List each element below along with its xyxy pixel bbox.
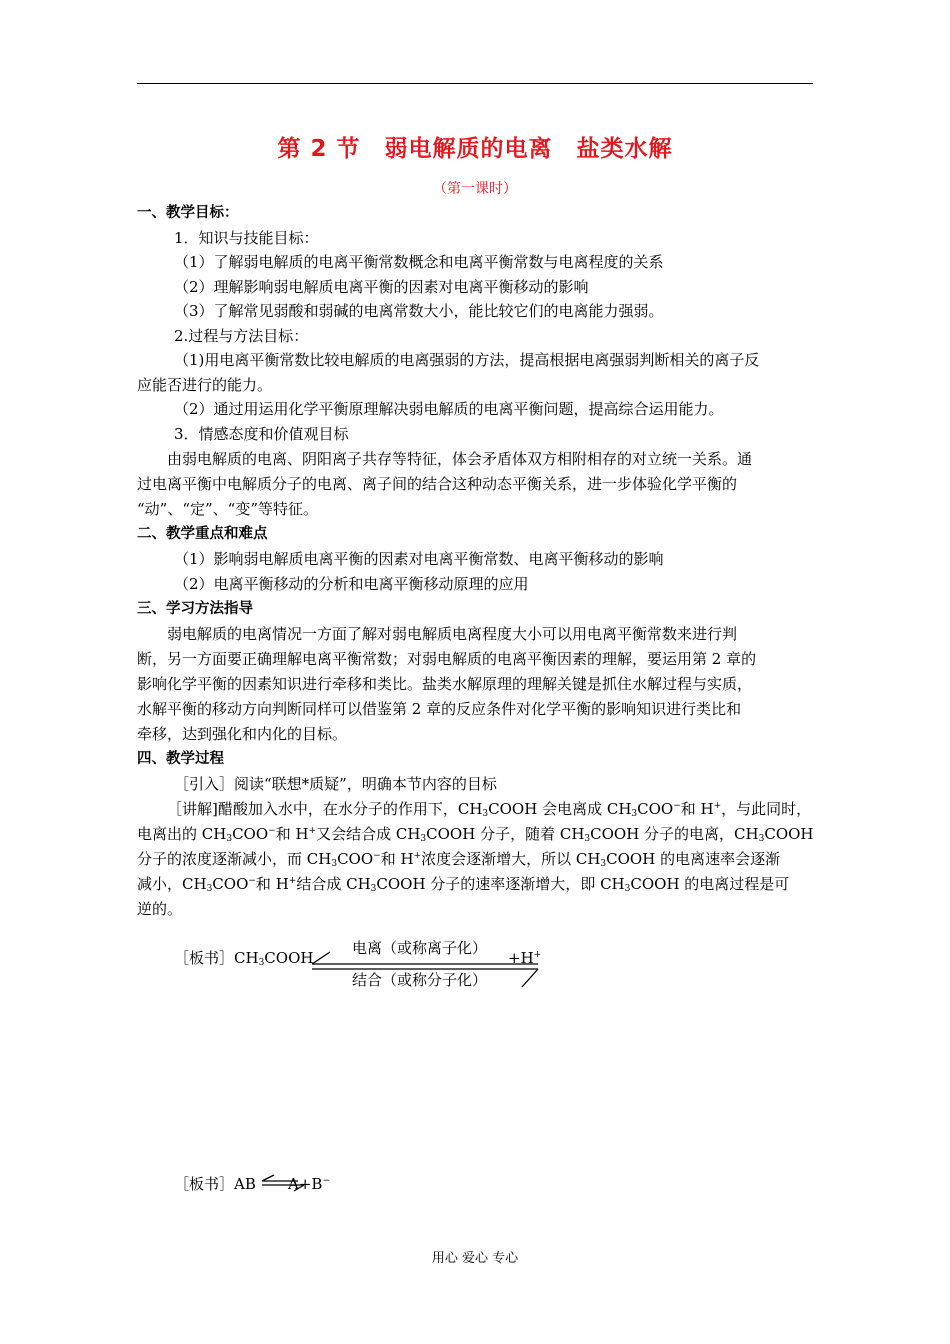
section-heading-process: 四、教学过程 [137, 751, 224, 767]
text-line: 水解平衡的移动方向判断同样可以借鉴第 2 章的反应条件对化学平衡的影响知识进行类比和 [137, 700, 742, 718]
page-subtitle: （第一课时） [433, 181, 517, 197]
text-line: （1)用电离平衡常数比较电解质的电离强弱的方法，提高根据电离强弱判断相关的离子反 [174, 351, 760, 369]
text-line: 影响化学平衡的因素知识进行牵移和类比。盐类水解原理的理解关键是抓住水解过程与实质， [137, 675, 753, 693]
equation-arrow-top-text: 电离（或称离子化） [352, 939, 488, 957]
text-line: （2）通过用运用化学平衡原理解决弱电解质的电离平衡问题，提高综合运用能力。 [174, 400, 724, 418]
page-title: 第 2 节 弱电解质的电离 盐类水解 [277, 136, 673, 162]
text-line: （3）了解常见弱酸和弱碱的电离常数大小，能比较它们的电离能力强弱。 [174, 302, 664, 320]
text-line: ［讲解]醋酸加入水中，在水分子的作用下，$CH_3COOH$ 会电离成 $CH_3COO^-$和 H+，与此同时， [167, 800, 812, 819]
text-line: 逆的。 [137, 900, 183, 918]
section-heading-methods: 三、学习方法指导 [137, 601, 253, 617]
text-line: （2）理解影响弱电解质电离平衡的因素对电离平衡移动的影响 [174, 278, 589, 296]
text-line: （1）影响弱电解质电离平衡的因素对电离平衡常数、电离平衡移动的影响 [174, 550, 664, 568]
equation-product: +H+ [508, 949, 542, 967]
equation-arrow-bottom-text: 结合（或称分子化） [352, 971, 488, 989]
section-heading-objectives: 一、教学目标： [137, 205, 239, 221]
text-line: 弱电解质的电离情况一方面了解对弱电解质电离程度大小可以用电离平衡常数来进行判 [167, 625, 738, 643]
text-line: （2）电离平衡移动的分析和电离平衡移动原理的应用 [174, 575, 529, 593]
reverse-arrow-head [522, 969, 538, 987]
forward-arrow-head [312, 952, 330, 964]
text-line: 应能否进行的能力。 [137, 376, 273, 394]
text-line: 分子的浓度逐渐减小，而 $CH_3COO^-$和 H+浓度会逐渐增大，所以 $CH_3COOH$ 的电离速率会逐渐 [137, 850, 781, 869]
text-line: 2.过程与方法目标： [174, 327, 309, 345]
ab-forward-head [262, 1175, 274, 1181]
text-line: 电离出的 $CH_3COO^-$和 H+又会结合成 $CH_3COOH$ 分子，随着 $CH_3COOH$ 分子的电离，$CH_3COOH$ [137, 825, 814, 844]
text-line: “动”、“定”、“变”等特征。 [137, 500, 319, 518]
text-line: 减小，$CH_3COO^-$和 H+结合成 $CH_3COOH$ 分子的速率逐渐增大，即 $CH_3COOH$ 的电离过程是可 [137, 875, 790, 894]
text-line: 由弱电解质的电离、阴阳离子共存等特征，体会矛盾体双方相附相存的对立统一关系。通 [167, 450, 753, 468]
page-footer: 用心 爱心 专心 [431, 1251, 519, 1266]
text-line: （1）了解弱电解质的电离平衡常数概念和电离平衡常数与电离程度的关系 [174, 253, 664, 271]
section-heading-key-points: 二、教学重点和难点 [137, 526, 268, 542]
ab-reverse-head [294, 1185, 304, 1191]
text-line: 断，另一方面要正确理解电离平衡常数；对弱电解质的电离平衡因素的理解，要运用第 2 章的 [137, 650, 757, 668]
equation-ab-label: ［板书］AB [174, 1175, 256, 1193]
text-line: 3．情感态度和价值观目标 [174, 425, 349, 443]
equation-ab-products: A+B− [288, 1175, 330, 1193]
equation-ionization-label: ［板书$]CH_3COOH$ [174, 949, 314, 968]
text-line: 过电离平衡中电解质分子的电离、离子间的结合这种动态平衡关系，进一步体验化学平衡的 [137, 475, 738, 493]
text-line: 牵移，达到强化和内化的目标。 [137, 725, 348, 743]
text-line: ［引入］阅读“联想*质疑”，明确本节内容的目标 [174, 775, 497, 793]
text-line: 1．知识与技能目标： [174, 229, 319, 247]
